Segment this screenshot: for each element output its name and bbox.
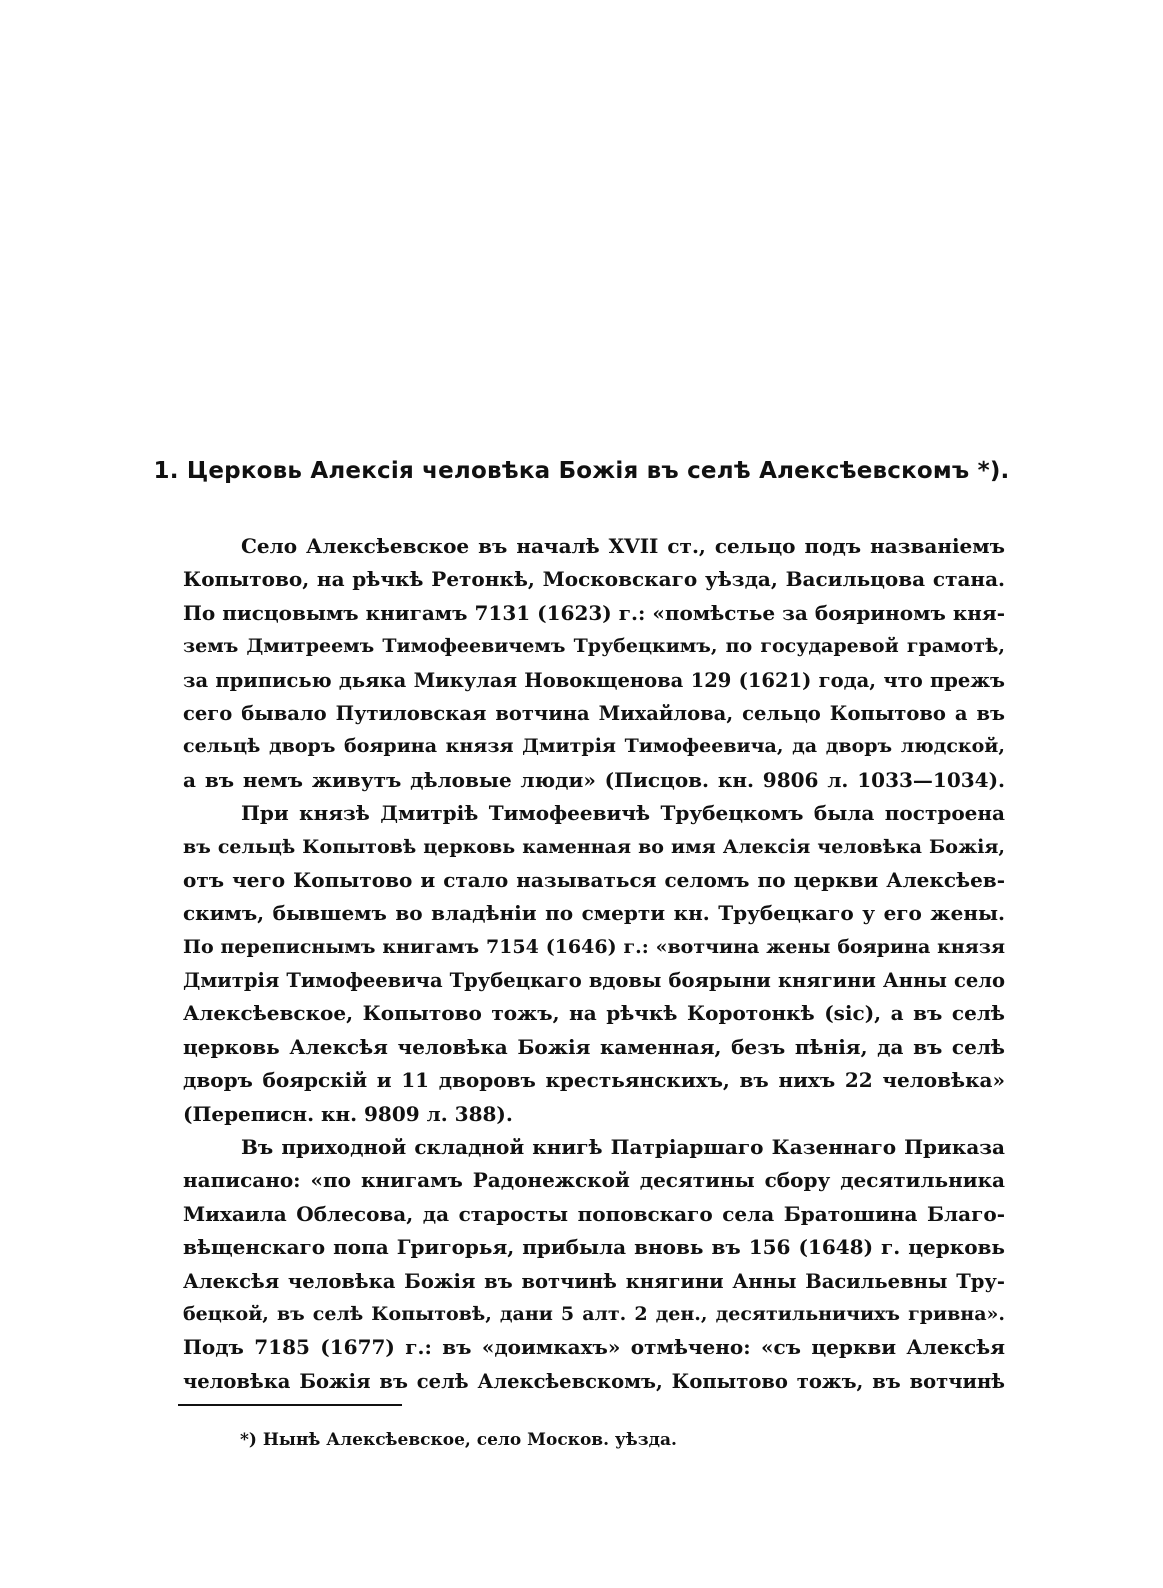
text-line: земъ Дмитреемъ Тимофеевичемъ Трубецкимъ, по государевой грамотѣ, — [183, 635, 1005, 658]
body-text — [183, 530, 1005, 1398]
text-line: По переписнымъ книгамъ 7154 (1646) г.: «вотчина жены боярина князя — [183, 935, 1005, 958]
footnote: *) Нынѣ Алексѣевское, село Москов. уѣзда. — [240, 1430, 677, 1450]
text-line: а въ немъ живутъ дѣловые люди» (Писцов. кн. 9806 л. 1033—1034). — [183, 767, 1005, 792]
text-line: Алексѣя человѣка Божія въ вотчинѣ княгини Анны Васильевны Тру- — [183, 1269, 1005, 1293]
text-line: отъ чего Копытово и стало называться селомъ по церкви Алексѣев- — [183, 867, 1005, 892]
footnote-rule — [178, 1404, 402, 1406]
text-line: Михаила Облесова, да старосты поповскаго села Братошина Благо- — [183, 1201, 1005, 1226]
text-line: сельцѣ дворъ боярина князя Дмитрія Тимофеевича, да дворъ людской, — [183, 735, 1005, 758]
text-line: Село Алексѣевское въ началѣ XVII ст., сельцо подъ названіемъ — [241, 534, 1005, 558]
text-line: церковь Алексѣя человѣка Божія каменная, безъ пѣнія, да въ селѣ — [183, 1034, 1005, 1059]
text-line: сего бывало Путиловская вотчина Михайлова, сельцо Копытово а въ — [183, 701, 1005, 725]
text-line: въ сельцѣ Копытовѣ церковь каменная во имя Алексія человѣка Божія, — [183, 835, 1005, 858]
text-line: скимъ, бывшемъ во владѣніи по смерти кн. Трубецкаго у его жены. — [183, 901, 1005, 926]
text-line: По писцовымъ книгамъ 7131 (1623) г.: «помѣстье за бояриномъ кня- — [183, 600, 1005, 625]
text-line: вѣщенскаго попа Григорья, прибыла вновь въ 156 (1648) г. церковь — [183, 1235, 1005, 1260]
text-line: При князѣ Дмитріѣ Тимофеевичѣ Трубецкомъ была построена — [241, 801, 1005, 826]
text-line: Копытово, на рѣчкѣ Ретонкѣ, Московскаго уѣзда, Васильцова стана. — [183, 567, 1005, 592]
text-line: написано: «по книгамъ Радонежской десятины сбору десятильника — [183, 1168, 1005, 1193]
text-line: дворъ боярскій и 11 дворовъ крестьянскихъ, въ нихъ 22 человѣка» — [183, 1068, 1005, 1093]
text-line: Дмитрія Тимофеевича Трубецкаго вдовы боярыни княгини Анны село — [183, 969, 1005, 993]
chapter-heading: 1. Церковь Алексія человѣка Божія въ селѣ Алексѣевскомъ *). — [153, 458, 1010, 484]
text-line: Подъ 7185 (1677) г.: въ «доимкахъ» отмѣчено: «съ церкви Алексѣя — [183, 1335, 1005, 1360]
text-line: человѣка Божія въ селѣ Алексѣевскомъ, Копытово тожъ, въ вотчинѣ — [183, 1369, 1005, 1393]
text-line: за приписью дьяка Микулая Новокщенова 129 (1621) года, что прежъ — [183, 668, 1005, 692]
text-line: Въ приходной складной книгѣ Патріаршаго Казеннаго Приказа — [241, 1135, 1005, 1160]
text-line: (Переписн. кн. 9809 л. 388). — [183, 1101, 513, 1126]
text-line: бецкой, въ селѣ Копытовѣ, дани 5 алт. 2 ден., десятильничихъ гривна». — [183, 1302, 1005, 1325]
text-line: Алексѣевское, Копытово тожъ, на рѣчкѣ Коротонкѣ (sic), а въ селѣ — [183, 1001, 1005, 1026]
